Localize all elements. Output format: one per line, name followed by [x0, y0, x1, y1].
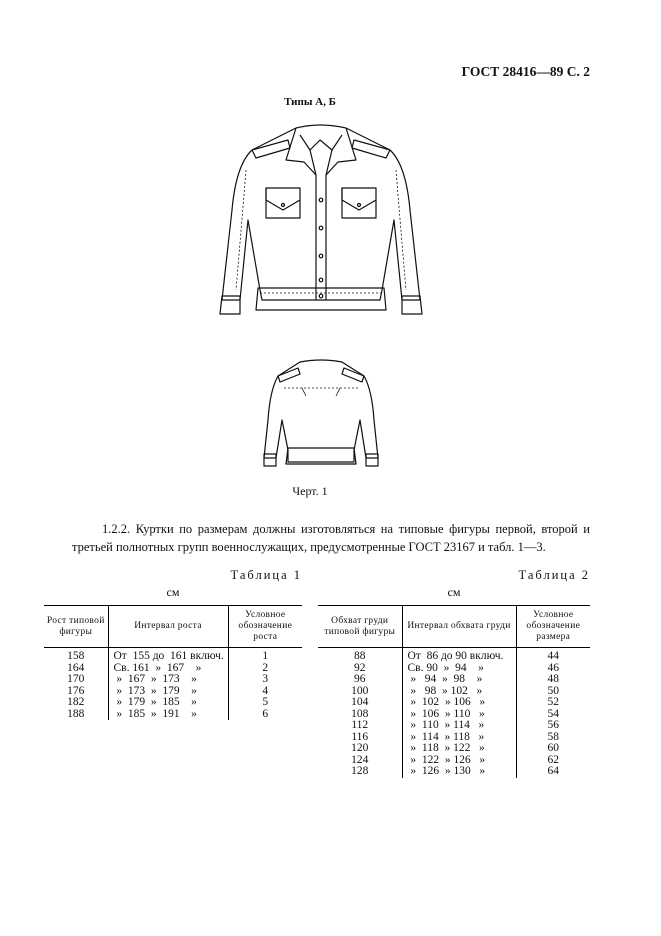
table2-cell-interval: » 98 » 102 »: [402, 686, 516, 698]
paragraph-text: 1.2.2. Куртки по размерам должны изготовляться на типовые фигуры первой, второй и третьей полнотных групп военнослужащих, предусмотренные ГОСТ 23167 и табл. 1—3.: [72, 522, 590, 554]
table1-body: [44, 648, 302, 721]
table1-caption: Таблица 1: [230, 568, 302, 582]
table2-cell-value: 96: [354, 673, 366, 685]
table1-cell-interval: Св. 161 » 167 »: [108, 663, 228, 675]
table1-header-code: Условное обозначение роста: [228, 606, 302, 648]
table2-header-size: Условное обозначение размера: [516, 606, 590, 648]
table2-cell-interval: » 110 » 114 »: [402, 720, 516, 732]
table2-header-chest: Обхват груди типовой фигуры: [318, 606, 402, 648]
table2-row: [318, 674, 590, 686]
table2-cell-code: 46: [516, 663, 590, 675]
table2-cell-interval: » 102 » 106 »: [402, 697, 516, 709]
table1-cell-code: 1: [228, 648, 302, 663]
table2-cell-value: 128: [351, 765, 369, 777]
jacket-back-view: [264, 360, 378, 466]
table1-block: [44, 568, 302, 720]
table1-cell-interval: От 155 до 161 включ.: [108, 648, 228, 663]
table1-cell-code: 5: [228, 697, 302, 709]
table2-cell-interval: » 122 » 126 »: [402, 755, 516, 767]
table2-cell-code: 58: [516, 732, 590, 744]
table2-cell-code: 62: [516, 755, 590, 767]
table1-row: [44, 709, 302, 721]
table1-cell-code: 6: [228, 709, 302, 721]
table1-cell-code: 2: [228, 663, 302, 675]
table1-row: [44, 697, 302, 709]
table2-header-interval: Интервал обхвата груди: [402, 606, 516, 648]
table1-cell-interval: » 185 » 191 »: [108, 709, 228, 721]
table2-cell-code: 54: [516, 709, 590, 721]
table1-cell-interval: » 167 » 173 »: [108, 674, 228, 686]
table2-cell-code: 64: [516, 766, 590, 778]
table1-header-height: Рост типовой фигуры: [44, 606, 108, 648]
table2-cell-interval: Св. 90 » 94 »: [402, 663, 516, 675]
table1-cell-value: 170: [67, 673, 85, 685]
table2: [318, 605, 590, 778]
table2-caption: Таблица 2: [518, 568, 590, 582]
table2-cell-interval: От 86 до 90 включ.: [402, 648, 516, 663]
table1-cell-interval: » 179 » 185 »: [108, 697, 228, 709]
figure-caption: Черт. 1: [292, 484, 328, 498]
table2-block: [318, 568, 590, 778]
table2-body: [318, 648, 590, 778]
table2-row: [318, 743, 590, 755]
table2-cell-code: 50: [516, 686, 590, 698]
table1-row: [44, 648, 302, 663]
table2-cell-code: 48: [516, 674, 590, 686]
table2-row: [318, 648, 590, 663]
table1-cell-value: 164: [67, 661, 85, 674]
table2-cell-interval: » 114 » 118 »: [402, 732, 516, 744]
table2-cell-value: 112: [351, 719, 369, 731]
table2-cell-value: 104: [351, 696, 369, 708]
body-paragraph: [72, 520, 590, 556]
table2-row: [318, 720, 590, 732]
table2-cell-code: 44: [516, 648, 590, 663]
table1-cell-interval: » 173 » 179 »: [108, 686, 228, 698]
table2-cell-interval: » 126 » 130 »: [402, 766, 516, 778]
table1-cell-value: 176: [67, 684, 85, 697]
table1-cell-code: 3: [228, 674, 302, 686]
table2-cell-value: 116: [351, 730, 369, 743]
table2-row: [318, 766, 590, 778]
types-label: Типы А, Б: [284, 96, 336, 108]
table2-cell-value: 100: [351, 684, 369, 697]
table2-row: [318, 697, 590, 709]
table2-cell-code: 52: [516, 697, 590, 709]
table2-cell-code: 56: [516, 720, 590, 732]
jacket-front-view: [220, 125, 422, 314]
table2-cell-code: 60: [516, 743, 590, 755]
table1-cell-value: 158: [67, 650, 85, 662]
table1-header-interval: Интервал роста: [108, 606, 228, 648]
page-header: ГОСТ 28416—89 С. 2: [461, 64, 590, 79]
table2-cell-interval: » 94 » 98 »: [402, 674, 516, 686]
table1-cell-code: 4: [228, 686, 302, 698]
table1-row: [44, 674, 302, 686]
table2-cell-value: 120: [351, 742, 369, 754]
table2-cell-value: 88: [354, 650, 366, 662]
table2-cell-value: 108: [351, 707, 369, 720]
table2-cell-interval: » 106 » 110 »: [402, 709, 516, 721]
table1: [44, 605, 302, 720]
table2-cell-interval: » 118 » 122 »: [402, 743, 516, 755]
table1-cell-value: 182: [67, 696, 85, 708]
table2-cell-value: 124: [351, 753, 369, 766]
table1-cell-value: 188: [67, 707, 85, 720]
table2-unit: см: [447, 585, 461, 599]
table1-unit: см: [166, 585, 180, 599]
table2-cell-value: 92: [354, 661, 366, 674]
